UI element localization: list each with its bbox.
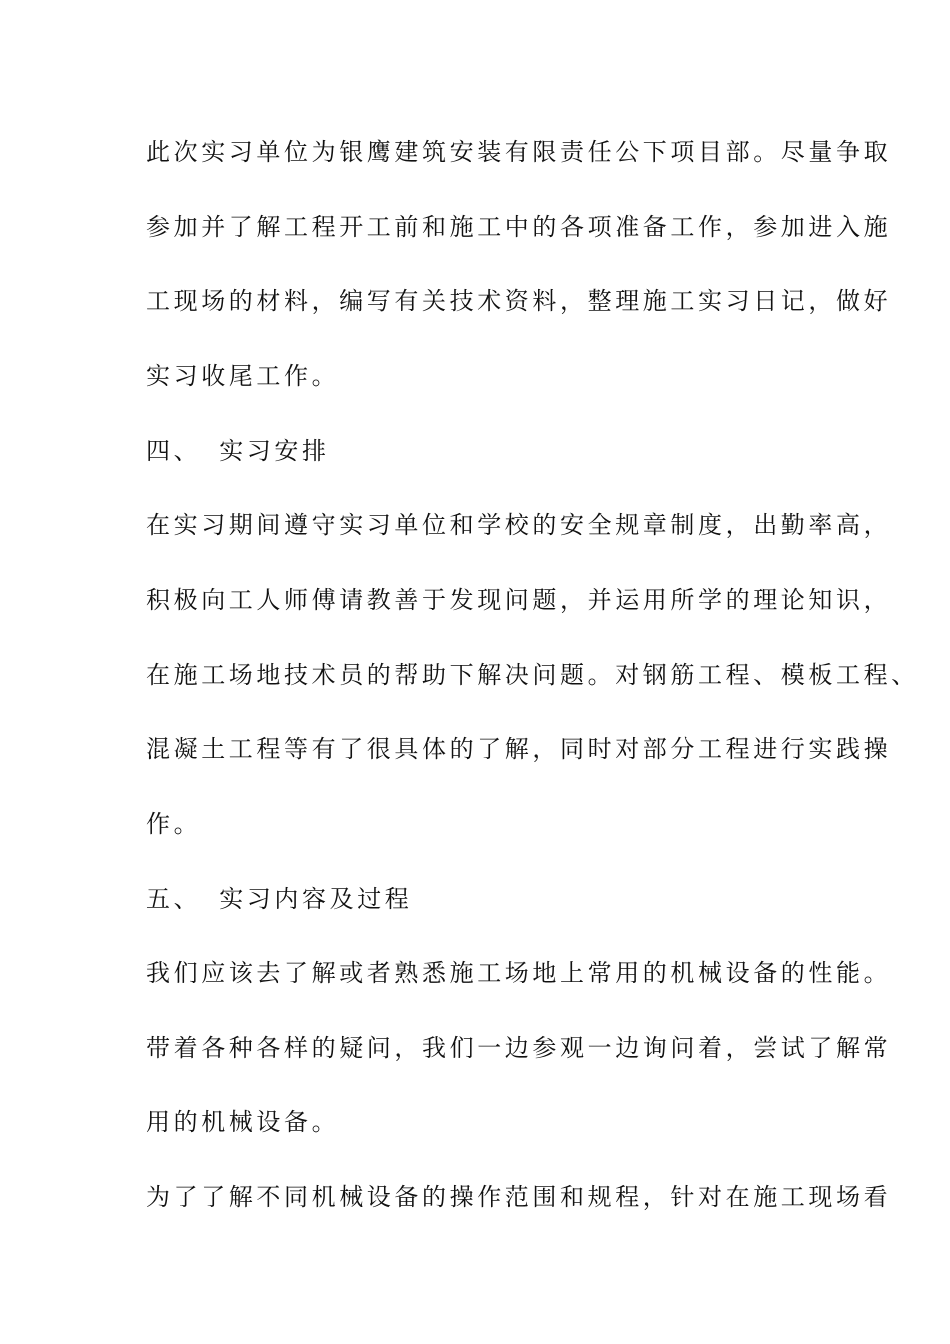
section-number: 五、 bbox=[146, 885, 202, 913]
paragraph-line: 在施工场地技术员的帮助下解决问题。对钢筋工程、模板工程、 bbox=[146, 661, 919, 689]
paragraph-line: 在实习期间遵守实习单位和学校的安全规章制度，出勤率高， bbox=[146, 511, 892, 539]
paragraph-line: 作。 bbox=[146, 810, 202, 838]
section-title: 实习安排 bbox=[219, 437, 330, 465]
paragraph-line: 混凝土工程等有了很具体的了解，同时对部分工程进行实践操 bbox=[146, 735, 892, 763]
paragraph-line: 为了了解不同机械设备的操作范围和规程，针对在施工现场看 bbox=[146, 1183, 892, 1211]
section-heading-4 bbox=[146, 436, 330, 466]
paragraph-line: 实习收尾工作。 bbox=[146, 362, 340, 390]
section-heading-5 bbox=[146, 884, 412, 914]
paragraph-line: 积极向工人师傅请教善于发现问题，并运用所学的理论知识， bbox=[146, 586, 892, 614]
paragraph-line: 带着各种各样的疑问，我们一边参观一边询问着，尝试了解常 bbox=[146, 1034, 892, 1062]
paragraph-line: 用的机械设备。 bbox=[146, 1108, 340, 1136]
paragraph-line: 此次实习单位为银鹰建筑安装有限责任公下项目部。尽量争取 bbox=[146, 138, 892, 166]
paragraph-line: 我们应该去了解或者熟悉施工场地上常用的机械设备的性能。 bbox=[146, 959, 892, 987]
section-title: 实习内容及过程 bbox=[219, 885, 413, 913]
paragraph-line: 参加并了解工程开工前和施工中的各项准备工作，参加进入施 bbox=[146, 213, 892, 241]
section-number: 四、 bbox=[146, 437, 202, 465]
paragraph-line: 工现场的材料，编写有关技术资料，整理施工实习日记，做好 bbox=[146, 287, 892, 315]
